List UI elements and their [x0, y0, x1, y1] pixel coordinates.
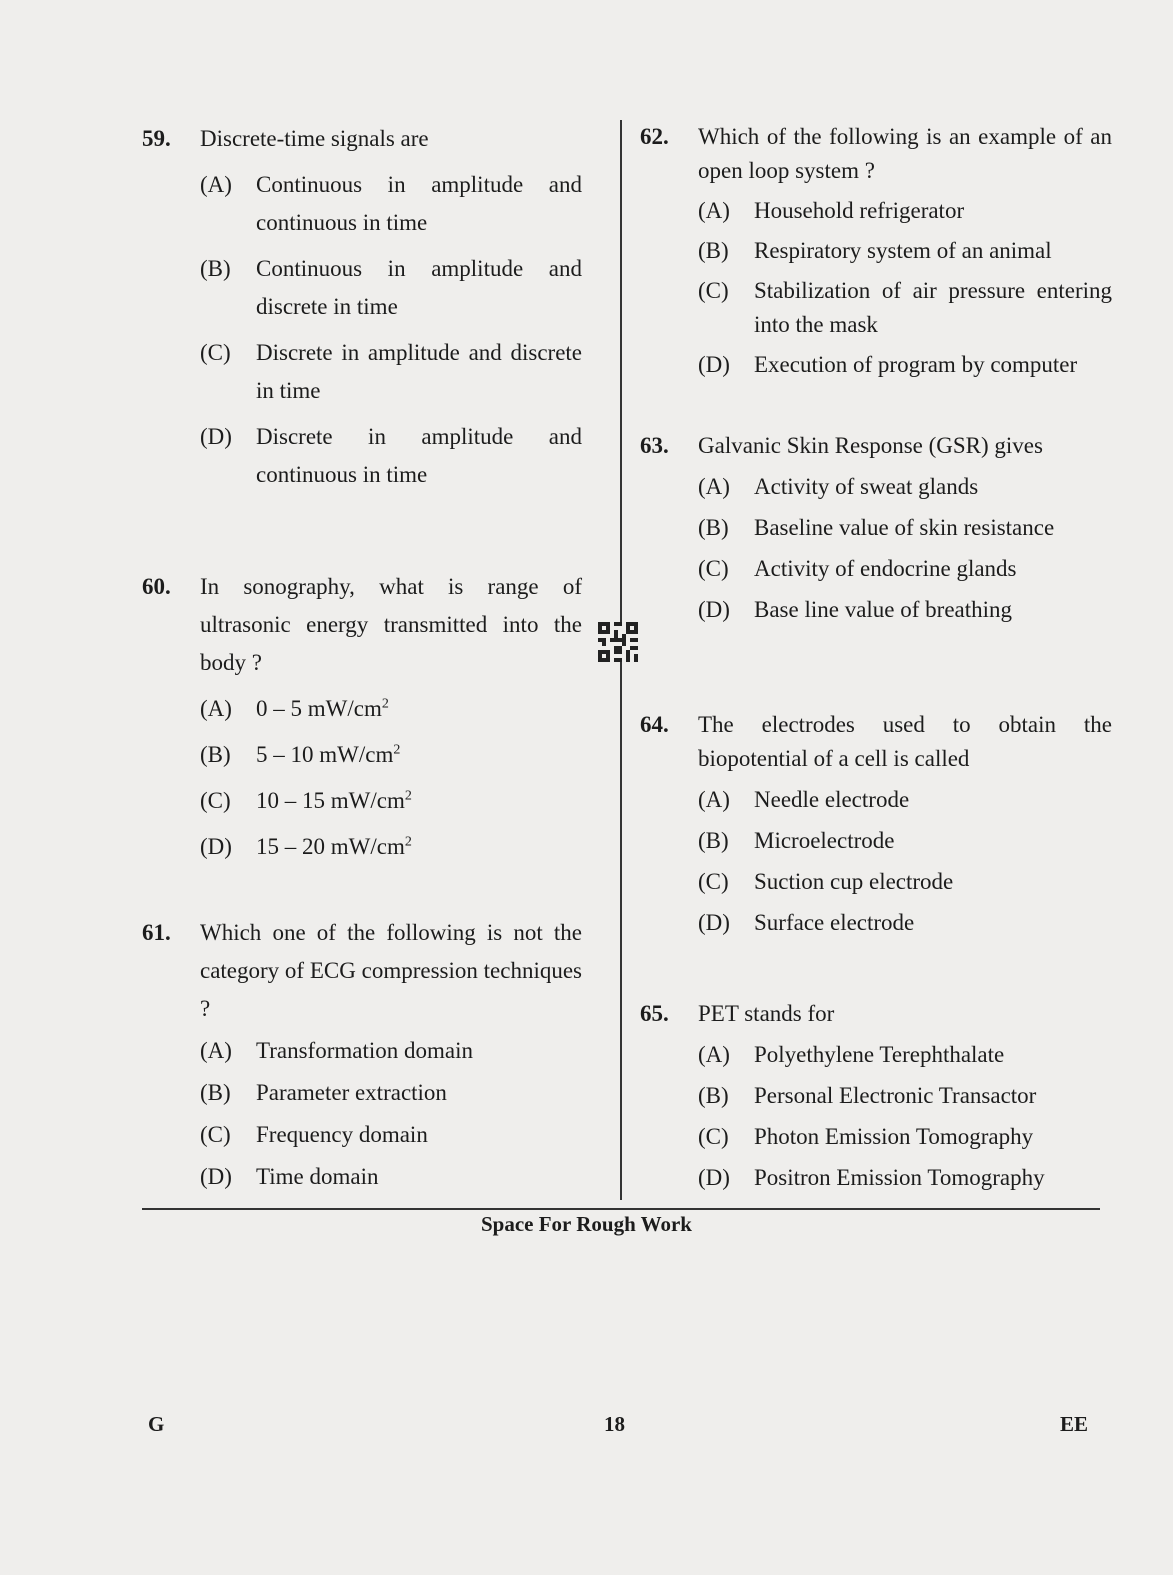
question-text: The electrodes used to obtain the biopotential of a cell is called: [698, 712, 1112, 771]
rough-work-rule: [142, 1208, 1100, 1210]
footer-code: EE: [1060, 1412, 1089, 1436]
question-text: Discrete-time signals are: [200, 126, 429, 151]
option-label: (D): [200, 424, 232, 449]
question-59: [142, 120, 582, 494]
superscript: 2: [393, 742, 401, 758]
options-list: [698, 1036, 1112, 1197]
option-b: [698, 234, 1112, 268]
option-label: (D): [698, 597, 730, 622]
option-label: (A): [200, 172, 232, 197]
option-label: (D): [698, 910, 730, 935]
question-63: [640, 428, 1112, 629]
option-a: [698, 781, 1112, 819]
option-a: [698, 194, 1112, 228]
option-text: Surface electrode: [754, 910, 915, 935]
question-text: PET stands for: [698, 1001, 835, 1026]
option-label: (A): [200, 696, 232, 721]
option-text: Household refrigerator: [754, 198, 965, 223]
option-text: 5 – 10 $mW/cm^2$: [256, 742, 401, 767]
option-text: Transformation domain: [256, 1038, 473, 1063]
question-text: Which one of the following is not the category of ECG compression techniques ?: [200, 920, 582, 1021]
option-text: Continuous in amplitude and continuous in time: [256, 172, 582, 235]
options-list: [698, 468, 1112, 629]
option-label: (B): [200, 256, 231, 281]
option-a: [698, 468, 1112, 506]
option-label: (A): [698, 787, 730, 812]
question-text: Galvanic Skin Response (GSR) gives: [698, 433, 1043, 458]
option-text: Base line value of breathing: [754, 597, 1013, 622]
qr-code-icon: [598, 622, 638, 662]
option-label: (C): [698, 1124, 729, 1149]
option-text: Baseline value of skin resistance: [754, 515, 1055, 540]
option-text: Personal Electronic Transactor: [754, 1083, 1037, 1108]
option-label: (A): [698, 198, 730, 223]
question-64: [640, 708, 1112, 942]
option-label: (B): [698, 1083, 729, 1108]
option-label: (B): [698, 238, 729, 263]
option-c: [200, 782, 582, 820]
option-text: Execution of program by computer: [754, 352, 1078, 377]
options-list: [698, 194, 1112, 382]
option-d: [698, 591, 1112, 629]
option-label: (C): [698, 278, 729, 303]
question-number: 62.: [640, 124, 669, 149]
option-label: (B): [698, 828, 729, 853]
option-d: [698, 348, 1112, 382]
question-60: [142, 568, 582, 866]
option-text: Photon Emission Tomography: [754, 1124, 1034, 1149]
option-d: [698, 1159, 1112, 1197]
option-text: Parameter extraction: [256, 1080, 447, 1105]
option-d: [200, 418, 582, 494]
option-b: [200, 736, 582, 774]
options-list: [200, 690, 582, 866]
option-text: Suction cup electrode: [754, 869, 954, 894]
option-text: Polyethylene Terephthalate: [754, 1042, 1005, 1067]
option-label: (B): [200, 1080, 231, 1105]
superscript: 2: [404, 834, 412, 850]
option-label: (D): [200, 834, 232, 859]
option-label: (B): [698, 515, 729, 540]
option-text: Activity of endocrine glands: [754, 556, 1017, 581]
option-b: [698, 822, 1112, 860]
option-text: Discrete in amplitude and continuous in time: [256, 424, 582, 487]
option-c: [698, 863, 1112, 901]
option-text: Discrete in amplitude and discrete in time: [256, 340, 582, 403]
option-a: [200, 1032, 582, 1070]
question-number: 63.: [640, 433, 669, 458]
option-label: (A): [698, 1042, 730, 1067]
question-text: Which of the following is an example of an open loop system ?: [698, 124, 1112, 183]
option-c: [200, 1116, 582, 1154]
question-text: In sonography, what is range of ultrasonic energy transmitted into the body ?: [200, 574, 582, 675]
option-a: [200, 166, 582, 242]
question-number: 59.: [142, 126, 171, 151]
option-text: 15 – 20 $mW/cm^2$: [256, 834, 412, 859]
option-text: 0 – 5 $mW/cm^2$: [256, 696, 389, 721]
question-62: [640, 120, 1112, 382]
option-b: [698, 509, 1112, 547]
option-c: [698, 274, 1112, 342]
option-d: [200, 1158, 582, 1196]
option-text: Frequency domain: [256, 1122, 428, 1147]
option-text: Positron Emission Tomography: [754, 1165, 1045, 1190]
option-label: (C): [698, 869, 729, 894]
question-61: [142, 914, 582, 1196]
option-label: (B): [200, 742, 231, 767]
options-list: [200, 1032, 582, 1196]
option-text: Time domain: [256, 1164, 379, 1189]
option-d: [200, 828, 582, 866]
question-65: [640, 995, 1112, 1197]
option-b: [200, 250, 582, 326]
options-list: [200, 166, 582, 494]
option-text: Respiratory system of an animal: [754, 238, 1052, 263]
footer-series: G: [148, 1412, 165, 1436]
option-b: [698, 1077, 1112, 1115]
question-number: 65.: [640, 1001, 669, 1026]
option-text: Microelectrode: [754, 828, 895, 853]
option-label: (C): [200, 340, 231, 365]
option-c: [698, 550, 1112, 588]
question-number: 61.: [142, 920, 171, 945]
option-c: [698, 1118, 1112, 1156]
option-text: Stabilization of air pressure entering into the mask: [754, 278, 1112, 337]
option-text: 10 – 15 $mW/cm^2$: [256, 788, 412, 813]
option-label: (D): [698, 1165, 730, 1190]
option-label: (A): [200, 1038, 232, 1063]
option-label: (C): [200, 788, 231, 813]
option-text: Activity of sweat glands: [754, 474, 979, 499]
option-label: (D): [698, 352, 730, 377]
option-label: (C): [698, 556, 729, 581]
option-text: Needle electrode: [754, 787, 910, 812]
option-b: [200, 1074, 582, 1112]
option-a: [200, 690, 582, 728]
footer-page-number: 18: [604, 1412, 625, 1436]
option-text: Continuous in amplitude and discrete in time: [256, 256, 582, 319]
option-a: [698, 1036, 1112, 1074]
option-label: (A): [698, 474, 730, 499]
option-d: [698, 904, 1112, 942]
option-c: [200, 334, 582, 410]
option-label: (C): [200, 1122, 231, 1147]
option-label: (D): [200, 1164, 232, 1189]
superscript: 2: [404, 788, 412, 804]
question-number: 60.: [142, 574, 171, 599]
options-list: [698, 781, 1112, 942]
question-number: 64.: [640, 712, 669, 737]
superscript: 2: [381, 696, 389, 712]
rough-work-label: Space For Rough Work: [480, 1212, 692, 1236]
